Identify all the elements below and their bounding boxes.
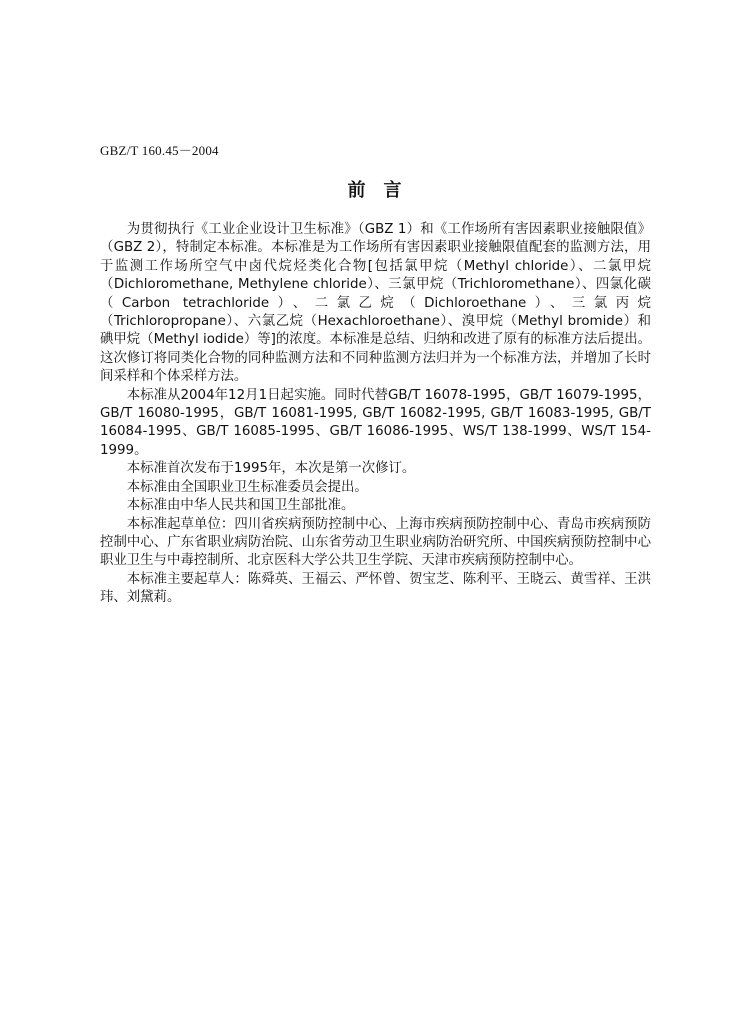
page-title: 前 言 <box>347 180 402 201</box>
standard-code: GBZ/T 160.45－2004 <box>100 143 219 158</box>
paragraph-drafters: 本标准主要起草人：陈舜英、王福云、严怀曾、贺宝芝、陈利平、王晓云、黄雪祥、王洪玮、刘黛莉。 <box>100 571 651 606</box>
paragraph-purpose: 为贯彻执行《工业企业设计卫生标准》（GBZ 1）和《工作场所有害因素职业接触限值》（GBZ 2），特制定本标准。本标准是为工作场所有害因素职业接触限值配套的监测方法，用于监测工作场所空气中卤代烷烃类化合物[包括氯甲烷（Methyl chloride）、二氯甲烷（Dichloromethane, Methylene chloride）、三氯甲烷（Trichloromethane）、四氯化碳（Carbon tetrachloride）、二氯乙烷（Dichloroethane）、三氯丙烷（Trichloropropane）、六氯乙烷（Hexachloroethane）、溴甲烷（Methyl bromide）和碘甲烷（Methyl iodide）等]的浓度。本标准是总结、归纳和改进了原有的标准方法后提出。这次修订将同类化合物的同种监测方法和不同种监测方法归并为一个标准方法，并增加了长时间采样和个体采样方法。 <box>100 222 651 385</box>
paragraph-proposed-by: 本标准由全国职业卫生标准委员会提出。 <box>126 479 368 495</box>
paragraph-approved-by: 本标准由中华人民共和国卫生部批准。 <box>126 498 355 514</box>
foreword-body <box>100 221 651 608</box>
paragraph-first-release: 本标准首次发布于1995年，本次是第一次修订。 <box>126 461 416 477</box>
paragraph-drafting-units: 本标准起草单位：四川省疾病预防控制中心、上海市疾病预防控制中心、青岛市疾病预防控制中心、广东省职业病防治院、山东省劳动卫生职业病防治研究所、中国疾病预防控制中心职业卫生与中毒控制所、北京医科大学公共卫生学院、天津市疾病预防控制中心。 <box>100 516 651 569</box>
paragraph-effective-date: 本标准从2004年12月1日起实施。同时代替GB/T 16078-1995，GB/T 16079-1995，GB/T 16080-1995，GB/T 16081-1995, GB/T 16082-1995, GB/T 16083-1995, GB/T 16084-1995、GB/T 16085-1995、GB/T 16086-1995、WS/T 138-1999、WS/T 154- 1999。 <box>100 387 651 458</box>
